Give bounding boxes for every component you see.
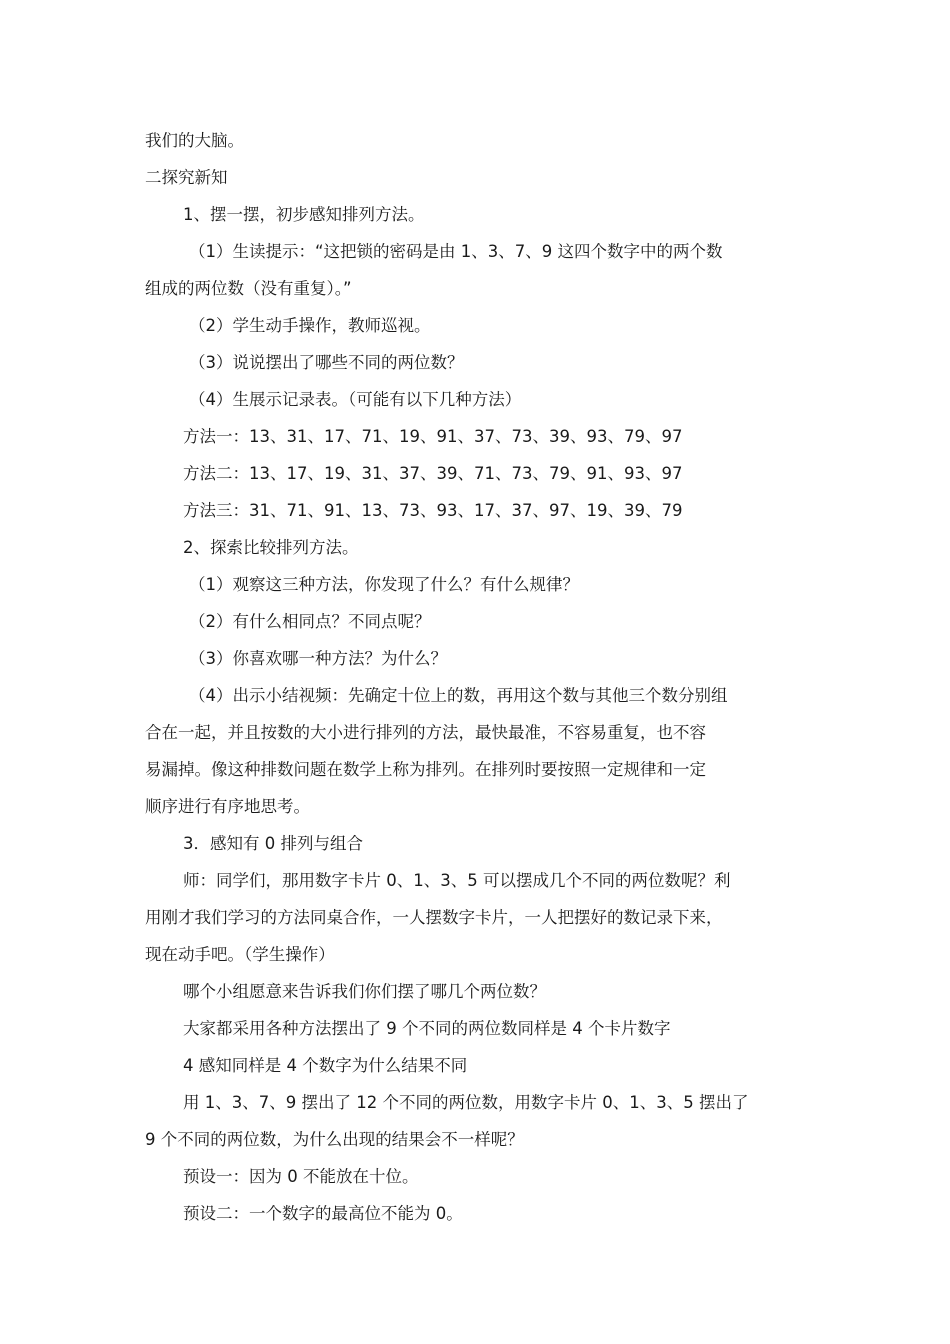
paragraph-line: 我们的大脑。 (145, 131, 244, 150)
paragraph-line: （2）有什么相同点？不同点呢？ (189, 612, 431, 631)
paragraph-line: 组成的两位数（没有重复）。” (145, 279, 352, 298)
paragraph-line: 二探究新知 (145, 168, 228, 187)
paragraph-line: （2）学生动手操作，教师巡视。 (189, 316, 431, 335)
paragraph-line: （4）出示小结视频：先确定十位上的数，再用这个数与其他三个数分别组 (189, 686, 728, 705)
paragraph-line: 用刚才我们学习的方法同桌合作，一人摆数字卡片，一人把摆好的数记录下来， (145, 908, 723, 927)
paragraph-line: 易漏掉。像这种排数问题在数学上称为排列。在排列时要按照一定规律和一定 (145, 760, 706, 779)
paragraph-line: 预设二：一个数字的最高位不能为 0。 (183, 1204, 463, 1223)
paragraph-line: 方法一：13、31、17、71、19、91、37、73、39、93、79、97 (183, 427, 683, 446)
paragraph-line: （1）生读提示：“这把锁的密码是由 1、3、7、9 这四个数字中的两个数 (189, 242, 723, 261)
paragraph-line: 方法二：13、17、19、31、37、39、71、73、79、91、93、97 (183, 464, 683, 483)
paragraph-line: 2、探索比较排列方法。 (183, 538, 359, 557)
paragraph-line: 现在动手吧。（学生操作） (145, 945, 335, 964)
paragraph-line: 4 感知同样是 4 个数字为什么结果不同 (183, 1056, 468, 1075)
paragraph-line: 预设一：因为 0 不能放在十位。 (183, 1167, 419, 1186)
paragraph-line: 哪个小组愿意来告诉我们你们摆了哪几个两位数？ (183, 982, 546, 1001)
paragraph-line: 9 个不同的两位数，为什么出现的结果会不一样呢？ (145, 1130, 524, 1149)
paragraph-line: 大家都采用各种方法摆出了 9 个不同的两位数同样是 4 个卡片数字 (183, 1019, 671, 1038)
paragraph-line: 合在一起，并且按数的大小进行排列的方法，最快最准，不容易重复，也不容 (145, 723, 706, 742)
paragraph-line: 顺序进行有序地思考。 (145, 797, 310, 816)
paragraph-line: （1）观察这三种方法，你发现了什么？有什么规律？ (189, 575, 579, 594)
paragraph-line: 用 1、3、7、9 摆出了 12 个不同的两位数，用数字卡片 0、1、3、5 摆出了 (183, 1093, 749, 1112)
paragraph-line: （3）说说摆出了哪些不同的两位数？ (189, 353, 464, 372)
paragraph-line: （3）你喜欢哪一种方法？为什么？ (189, 649, 447, 668)
paragraph-line: 3．感知有 0 排列与组合 (183, 834, 363, 853)
paragraph-line: 师：同学们，那用数字卡片 0、1、3、5 可以摆成几个不同的两位数呢？利 (183, 871, 731, 890)
paragraph-line: （4）生展示记录表。（可能有以下几种方法） (189, 390, 522, 409)
paragraph-line: 1、摆一摆，初步感知排列方法。 (183, 205, 425, 224)
document-body (145, 122, 810, 1232)
paragraph-line: 方法三：31、71、91、13、73、93、17、37、97、19、39、79 (183, 501, 683, 520)
